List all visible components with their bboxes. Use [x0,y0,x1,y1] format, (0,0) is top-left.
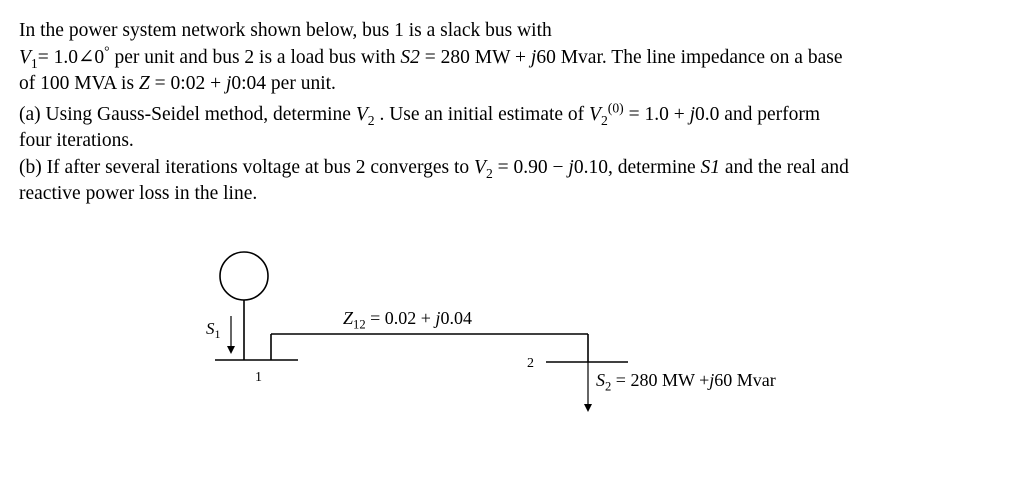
v2-symbol: V [355,103,368,125]
z12-label [343,308,472,332]
bus-2-label: 2 [527,356,534,371]
degree-symbol: ° [104,43,110,58]
z12-symbol: Z [343,308,354,328]
z-tail-text: 0:04 per unit. [231,73,336,94]
v2-subscript: 2 [367,112,375,128]
part-b-eq-text: = 0.90 − [492,156,569,178]
v2-init-superscript: (0) [607,100,624,115]
j-symbol: j [568,156,574,178]
z12-value: = 0.02 + [365,308,436,328]
j-symbol: j [689,103,695,125]
generator-icon [220,252,268,300]
intro-text: In the power system network shown below, bus 1 is a slack bus with [19,20,552,41]
s2-symbol: S2 [400,46,420,68]
part-a-end-text: 0.0 and perform [695,103,821,125]
part-a-line2-text: four iterations. [19,130,134,151]
v2-init-subscript: 2 [600,112,608,128]
s2-label [596,370,776,394]
j-symbol: j [709,370,715,390]
v2b-symbol: V [474,156,486,178]
z-symbol: Z [138,73,150,94]
v1-subscript: 1 [30,55,38,71]
v1-value: = 1.0∠0 [37,46,105,68]
part-b-text: (b) If after several iterations voltage at bus 2 converges to [19,156,475,178]
s2-tail-text: 60 Mvar. The line impedance on a base [536,46,843,68]
z12-subscript: 12 [353,317,366,332]
part-a-text: (a) Using Gauss-Seidel method, determine [19,103,356,125]
part-a-eq-text: = 1.0 + [623,103,690,125]
s2-load-symbol: S [596,370,605,390]
line3-text: of 100 MVA is [19,73,139,94]
s2-load-subscript: 2 [605,379,612,394]
v2b-subscript: 2 [485,165,493,181]
s2-arrowhead-icon [584,404,592,412]
j-symbol: j [435,308,441,328]
part-a-mid-text: . Use an initial estimate of [374,103,590,125]
bus-1-label: 1 [255,370,262,385]
s2-value: = 280 MW + [419,46,531,68]
s1-symbol: S1 [700,156,721,178]
part-b-mid-text: 0.10, determine [573,156,701,178]
part-b-line2-text: reactive power loss in the line. [19,183,258,204]
s2-load-tail: 60 Mvar [714,370,776,390]
v2-init-symbol: V [589,103,601,125]
part-b-end-text: and the real and [720,156,849,178]
j-symbol: j [225,73,232,94]
j-symbol: j [530,46,537,68]
s1-label: $S_1$ [206,319,221,341]
s1-arrowhead-icon [227,346,235,354]
z-value: = 0:02 + [149,73,226,94]
s2-load-value: = 280 MW + [611,370,710,390]
v1-symbol: V [19,46,31,68]
v1-rest-text: per unit and bus 2 is a load bus with [109,46,401,68]
z12-tail: 0.04 [440,308,472,328]
